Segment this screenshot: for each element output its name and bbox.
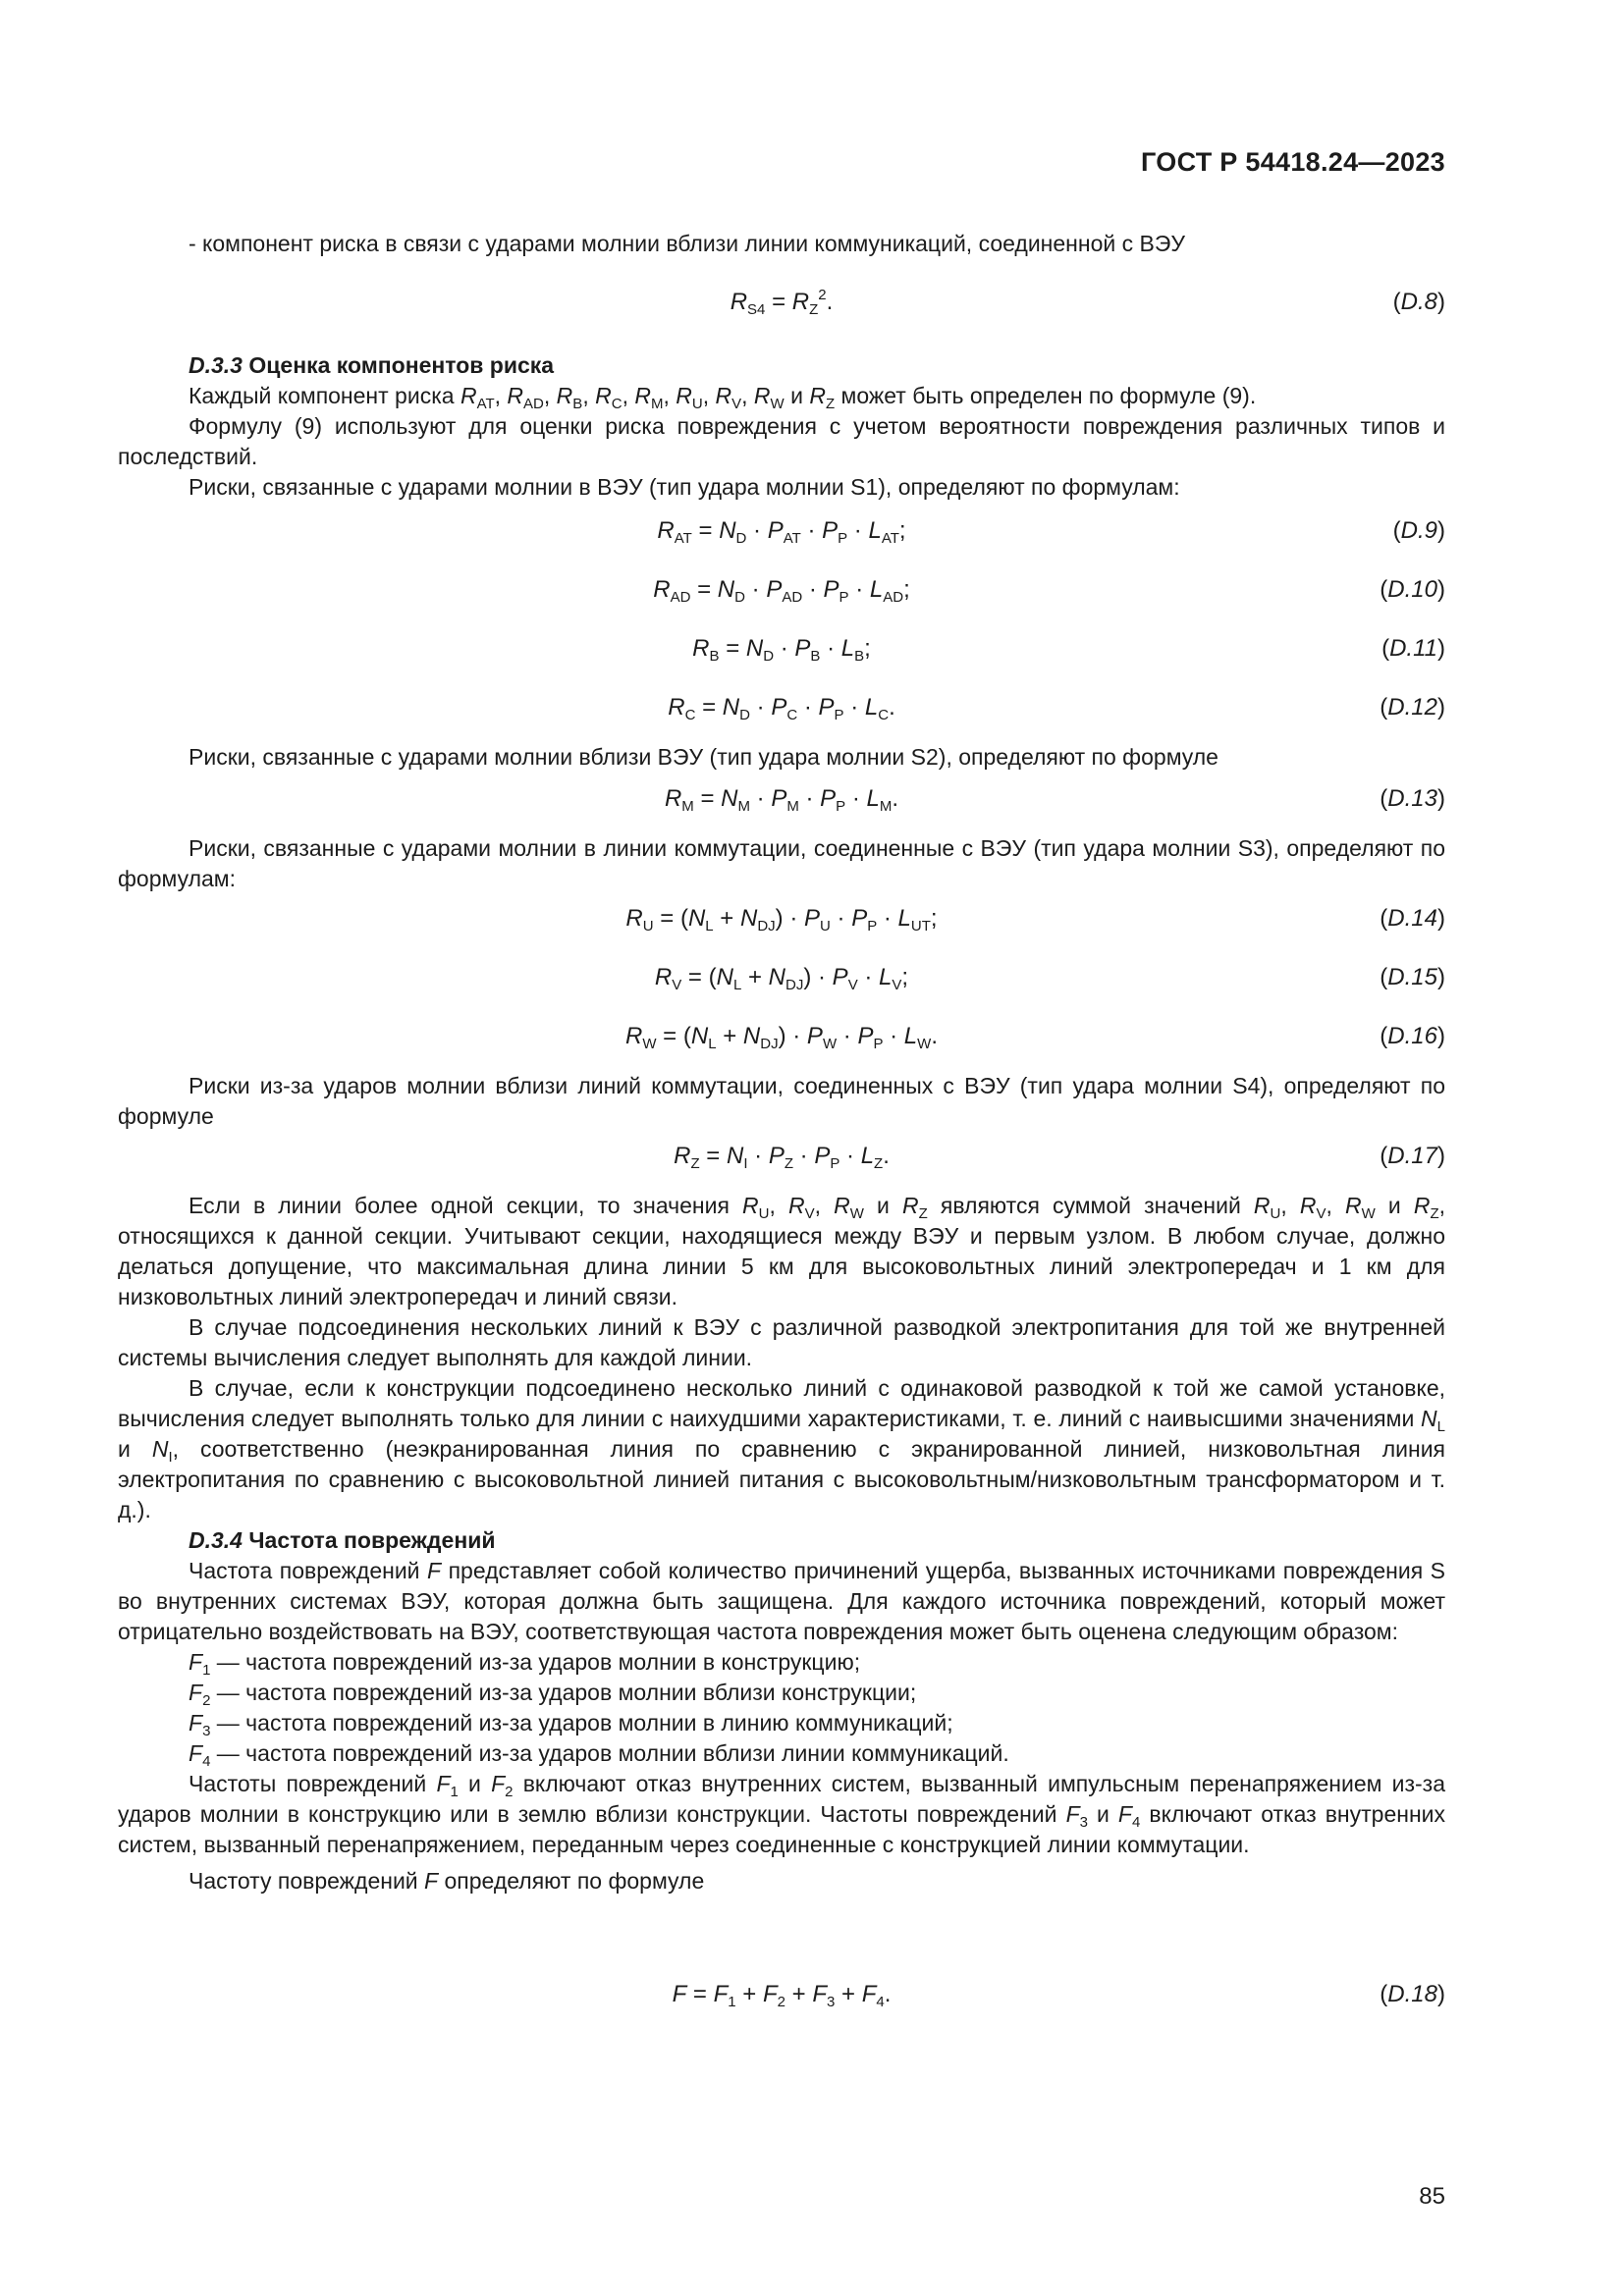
intro-line: - компонент риска в связи с ударами молнии вблизи линии коммуникаций, соединенной с ВЭУ bbox=[189, 231, 1185, 256]
paragraph: Частоты повреждений $F_1$ и $F_2$ включают отказ внутренних систем, вызванный импульсным перенапряжением из-за ударов молнии в конструкцию или в землю вблизи конструкции. Частоты повреждений $F_3$ и $F_4$ включают отказ внутренних систем, вызванный перенапряжением, переданным через соединенные с конструкцией линии коммутации. bbox=[118, 1771, 1446, 1857]
equation-number: (D.15) bbox=[1380, 964, 1445, 990]
list-item: $F_2$ — частота повреждений из-за ударов молнии вблизи конструкции; bbox=[189, 1680, 917, 1709]
equation-number: (D.13) bbox=[1380, 785, 1445, 812]
intro-paragraph bbox=[118, 229, 1445, 259]
equation-d17 bbox=[118, 1143, 1445, 1178]
page-number: 85 bbox=[1419, 2183, 1445, 2210]
paragraph: В случае, если к конструкции подсоединено несколько линий с одинаковой разводкой к той же самой установке, вычисления следует выполнять только для линии с наихудшими характеристиками, т. е. линий с наивысшими значениями $N_L$ и $N_I$, соответственно (неэкранированная линия по сравнению с экранированной линией, низковольтная линия электропитания по сравнению с высоковольтной линией питания с высоковольтным/низковольтным трансформатором и т. д.). bbox=[118, 1375, 1446, 1522]
formula: $R_V = (N_L + N_{DJ}) \cdot P_V \cdot L_V$; bbox=[654, 964, 909, 993]
equation-d10 bbox=[118, 576, 1445, 612]
paragraph: В случае подсоединения нескольких линий к ВЭУ с различной разводкой электропитания для той же внутренней системы вычисления следует выполнять для каждой линии. bbox=[118, 1314, 1445, 1370]
paragraph: Риски, связанные с ударами молнии вблизи ВЭУ (тип удара молнии S2), определяют по формуле bbox=[189, 744, 1218, 770]
list-item: $F_3$ — частота повреждений из-за ударов молнии в линию коммуникаций; bbox=[189, 1710, 953, 1739]
equation-number: (D.8) bbox=[1392, 289, 1445, 315]
paragraph: Частота повреждений F представляет собой количество причинений ущерба, вызванных источниками повреждения S во внутренних системах ВЭУ, которая должна быть защищена. Для каждого источника повреждений, который может отрицательно воздействовать на ВЭУ, соответствующая частота повреждения может быть оценена следующим образом: bbox=[118, 1558, 1446, 1644]
equation-number: (D.18) bbox=[1380, 1981, 1445, 2007]
equation-d14 bbox=[118, 905, 1445, 940]
formula: $R_{AT} = N_D \cdot P_{AT} \cdot P_P \cdot L_{AT}$; bbox=[657, 517, 906, 547]
equation-number: (D.10) bbox=[1380, 576, 1445, 603]
paragraph: Если в линии более одной секции, то значения $R_U$, $R_V$, $R_W$ и $R_Z$ являются суммой значений $R_U$, $R_V$, $R_W$ и $R_Z$, относящихся к данной секции. Учитывают секции, находящиеся между ВЭУ и первым узлом. В любом случае, должно делаться допущение, что максимальная длина линии 5 км для высоковольтных линий электропередач и 1 км для низковольтных линий электропередач и линий связи. bbox=[118, 1193, 1446, 1309]
section-d33 bbox=[118, 350, 1445, 503]
section-heading-d34: D.3.4 Частота повреждений bbox=[189, 1527, 496, 1553]
paragraph: Каждый компонент риска $R_{AT}$, $R_{AD}$, $R_B$, $R_C$, $R_M$, $R_U$, $R_V$, $R_W$ и $R_Z$ может быть определен по формуле (9). bbox=[189, 383, 1257, 412]
equation-d8 bbox=[118, 289, 1445, 324]
paragraph: Риски, связанные с ударами молнии в линии коммутации, соединенные с ВЭУ (тип удара молнии S3), определяют по формулам: bbox=[118, 835, 1445, 891]
equation-number: (D.14) bbox=[1380, 905, 1445, 932]
section-heading: D.3.3 Оценка компонентов риска bbox=[189, 352, 555, 378]
equation-d16 bbox=[118, 1023, 1445, 1058]
equation-d12 bbox=[118, 694, 1445, 729]
equation-number: (D.16) bbox=[1380, 1023, 1445, 1049]
formula: $F = F_1 + F_2 + F_3 + F_4$. bbox=[672, 1981, 892, 2010]
paragraph: Риски из-за ударов молнии вблизи линий коммутации, соединенных с ВЭУ (тип удара молнии S4), определяют по формуле bbox=[118, 1073, 1445, 1129]
equation-number: (D.11) bbox=[1381, 635, 1445, 662]
paragraph: Риски, связанные с ударами молнии в ВЭУ (тип удара молнии S1), определяют по формулам: bbox=[189, 474, 1180, 500]
equation-number: (D.17) bbox=[1380, 1143, 1445, 1169]
equation-d9 bbox=[118, 517, 1445, 553]
equation-d18 bbox=[118, 1981, 1445, 2016]
formula: $R_Z = N_I \cdot P_Z \cdot P_P \cdot L_Z$. bbox=[674, 1143, 890, 1172]
equation-d11 bbox=[118, 635, 1445, 670]
formula: $R_C = N_D \cdot P_C \cdot P_P \cdot L_C$. bbox=[668, 694, 895, 723]
formula: $R_B = N_D \cdot P_B \cdot L_B$; bbox=[692, 635, 871, 665]
equation-number: (D.12) bbox=[1380, 694, 1445, 721]
paragraph-s2 bbox=[118, 742, 1445, 773]
equation-d13 bbox=[118, 785, 1445, 821]
list-item: $F_1$ — частота повреждений из-за ударов молнии в конструкцию; bbox=[189, 1649, 861, 1679]
formula: $R_{AD} = N_D \cdot P_{AD} \cdot P_P \cdot L_{AD}$; bbox=[653, 576, 910, 606]
paragraph: Формулу (9) используют для оценки риска повреждения с учетом вероятности повреждения различных типов и последствий. bbox=[118, 413, 1445, 469]
equation-number: (D.9) bbox=[1392, 517, 1445, 544]
formula: $R_W = (N_L + N_{DJ}) \cdot P_W \cdot P_P \cdot L_W$. bbox=[625, 1023, 938, 1052]
formula: $R_U = (N_L + N_{DJ}) \cdot P_U \cdot P_P \cdot L_{UT}$; bbox=[625, 905, 938, 934]
paragraph: Частоту повреждений F определяют по формуле bbox=[189, 1868, 705, 1894]
equation-d15 bbox=[118, 964, 1445, 999]
paragraph-s3 bbox=[118, 833, 1445, 894]
paragraphs-after-d17 bbox=[118, 1191, 1445, 1896]
formula: $R_{S4} = R_Z^2$. bbox=[730, 287, 834, 318]
list-item: $F_4$ — частота повреждений из-за ударов молнии вблизи линии коммуникаций. bbox=[189, 1740, 1009, 1770]
document-header: ГОСТ Р 54418.24—2023 bbox=[1141, 147, 1445, 177]
paragraph-s4 bbox=[118, 1071, 1445, 1132]
formula: $R_M = N_M \cdot P_M \cdot P_P \cdot L_M$. bbox=[664, 785, 899, 815]
